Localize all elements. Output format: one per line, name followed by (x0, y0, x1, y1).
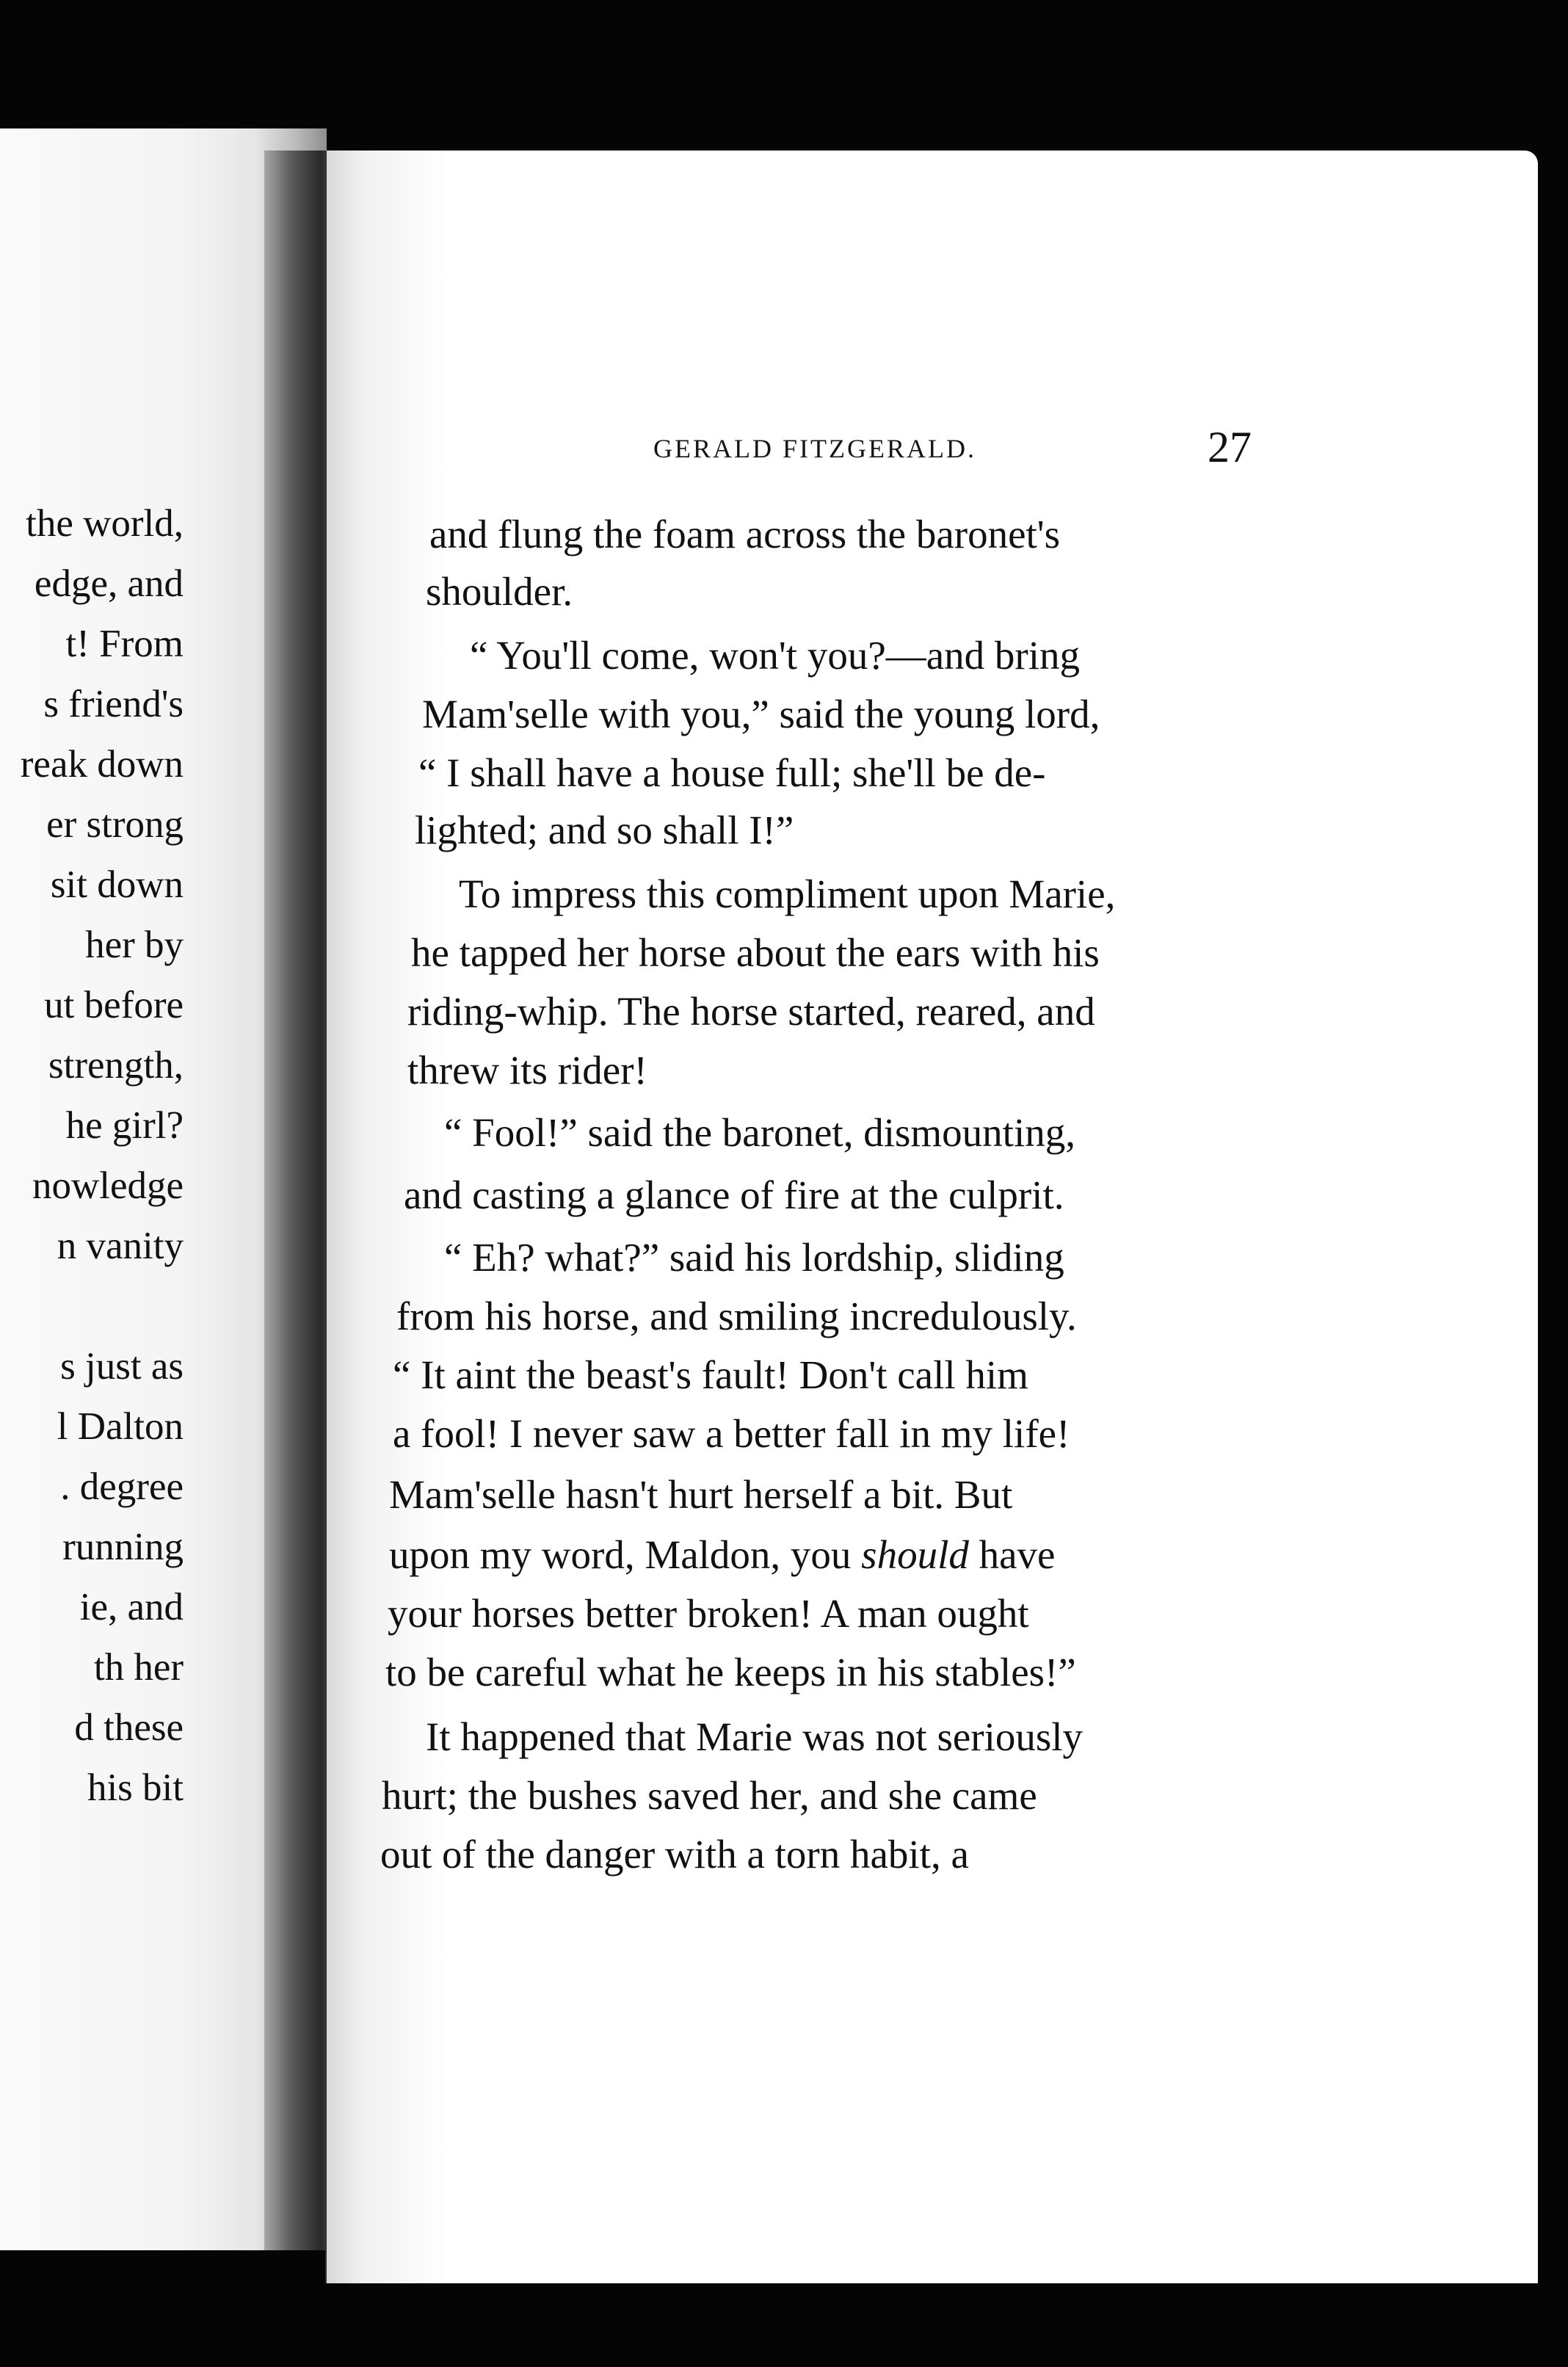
text-line: riding-whip. The horse started, reared, and (407, 989, 1095, 1034)
left-line: ie, and (79, 1586, 184, 1628)
text-line: Mam'selle with you,” said the young lord, (422, 692, 1100, 736)
text-line: To impress this compliment upon Marie, (459, 871, 1116, 916)
text-line: threw its rider! (407, 1048, 647, 1092)
italic-word: should (861, 1532, 969, 1577)
text-span: upon my word, Maldon, you (389, 1532, 862, 1577)
text-line: shoulder. (426, 569, 573, 614)
left-line: running (62, 1526, 184, 1568)
text-line: “ I shall have a house full; she'll be de- (418, 750, 1046, 795)
text-line: from his horse, and smiling incredulously. (396, 1294, 1077, 1338)
text-line: and flung the foam across the baronet's (429, 512, 1061, 557)
left-line: nowledge (32, 1164, 184, 1207)
text-line: Mam'selle hasn't hurt herself a bit. But (389, 1472, 1013, 1517)
left-line: sit down (50, 863, 184, 906)
text-line: a fool! I never saw a better fall in my life! (393, 1411, 1070, 1456)
text-line: “ Fool!” said the baronet, dismounting, (444, 1110, 1075, 1155)
left-line: strength, (48, 1044, 184, 1087)
text-span: have (968, 1532, 1056, 1577)
left-line: . degree (60, 1465, 184, 1508)
left-line: edge, and (34, 562, 184, 605)
left-line: his bit (87, 1766, 184, 1809)
left-line: her by (85, 924, 184, 966)
text-line (389, 1534, 1055, 1575)
left-line: l Dalton (57, 1405, 184, 1448)
left-line: th her (93, 1646, 184, 1689)
left-line: he girl? (65, 1104, 184, 1147)
left-line: t! From (65, 623, 184, 665)
text-line: It happened that Marie was not seriously (426, 1714, 1084, 1759)
text-line: “ It aint the beast's fault! Don't call him (393, 1352, 1028, 1397)
text-line: “ You'll come, won't you?—and bring (470, 633, 1080, 678)
text-line: to be careful what he keeps in his stables!” (385, 1650, 1076, 1694)
text-line: he tapped her horse about the ears with his (411, 930, 1100, 975)
left-line: ut before (44, 984, 184, 1026)
left-line: er strong (46, 803, 184, 846)
text-line: lighted; and so shall I!” (415, 808, 794, 852)
text-line: hurt; the bushes saved her, and she came (382, 1773, 1037, 1818)
left-line: reak down (20, 743, 184, 786)
text-line: “ Eh? what?” said his lordship, sliding (444, 1235, 1064, 1280)
left-line: the world, (26, 502, 184, 545)
page-number: 27 (1208, 423, 1252, 471)
left-line: s just as (60, 1345, 184, 1388)
text-line: your horses better broken! A man ought (388, 1591, 1029, 1636)
text-line: out of the danger with a torn habit, a (380, 1832, 969, 1877)
left-line: n vanity (57, 1225, 184, 1267)
running-header: GERALD FITZGERALD. (653, 434, 976, 463)
left-line: d these (74, 1706, 184, 1749)
text-line: and casting a glance of fire at the culprit. (404, 1172, 1064, 1217)
left-line: s friend's (43, 683, 184, 725)
